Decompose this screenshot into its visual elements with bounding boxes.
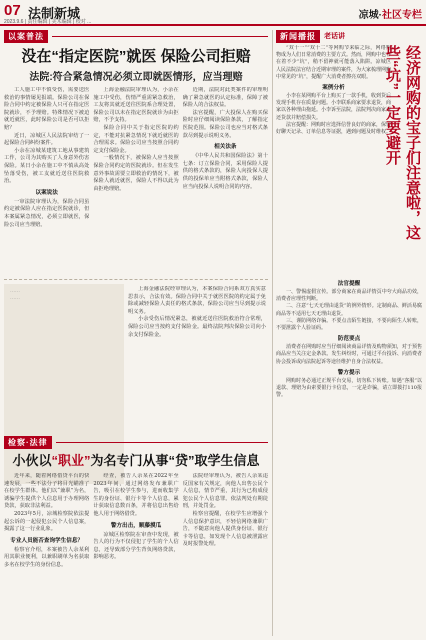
paragraph: 近年来，随着网络借贷平台的快速发展，一些不法分子将目光瞄准了在校学生群体。他们以“兼职”为名，诱骗学生提供个人信息用于办理网络贷款，获取非法利益。 bbox=[4, 473, 90, 510]
page-number: 07 bbox=[4, 2, 21, 19]
faded-line: …… bbox=[10, 295, 20, 302]
article2-title bbox=[4, 450, 268, 469]
vertical-headline: 经济网购的宝子们注意啦，这些“坑”一定要避开 bbox=[384, 45, 421, 240]
subheading: 警方出击，顺藤摸瓜 bbox=[110, 522, 162, 529]
paragraph: “双十一”“双十二”等网购节来临之际，网络购物成为人们日常消费的主要方式。然而，网购中也存在着不少“坑”，稍不留神就可能落入陷阱。凉城区人民法院法官结合近期审理的案件，为大家梳理网购中常见的“坑”，提醒广大消费者擦亮双眼。 bbox=[276, 45, 391, 80]
paragraph: 2023年5月，凉城检察院依法提起公诉的一起侵犯公民个人信息案，揭露了这一行业乱象。 bbox=[4, 510, 90, 533]
article2-body bbox=[4, 473, 268, 636]
article2-col1 bbox=[4, 473, 89, 636]
paragraph: 近日，凉城区人民法院审结了一起保险合同纠纷案件。 bbox=[4, 132, 90, 147]
right-tag2: 老话讲 bbox=[324, 33, 345, 40]
paragraph: 一般情况下，被保险人应当按照保险合同约定的医院就诊。但在发生意外事故需要立即救治的情况下，被保险人就近就医，保险人不得以此为由拒绝理赔。 bbox=[93, 155, 179, 192]
right-column bbox=[272, 30, 422, 636]
paragraph: 三、谨防网络诈骗。不要点击陌生链接，不要向陌生人转账，不要泄露个人验证码。 bbox=[276, 317, 422, 332]
paragraph: 上海金融法院审理认为，小余在施工中受伤，伤情严重需紧急救治，工友将其就近送往医院系合理处置，保险公司以未在指定医院就诊为由拒赔，不予支持。 bbox=[93, 87, 179, 124]
paragraph: 《中华人民共和国保险法》第十七条：订立保险合同，采用保险人提供的格式条款的，保险人向投保人提供的投保单应当附格式条款，保险人应当向投保人说明合同的内容。 bbox=[182, 153, 268, 190]
paragraph: 检察官介绍，本案被告人余某利用其职业便利，以兼职刷单为名获取多名在校学生的身份信息。 bbox=[4, 546, 90, 568]
subheading: 防范要点 bbox=[337, 336, 361, 343]
article1-title: 没在“指定医院”就医 保险公司拒赔 bbox=[21, 48, 251, 65]
article1-col1 bbox=[4, 87, 89, 275]
paragraph: 经查，被告人余某在2022年至2023年间，通过网络发布兼职广告，吸引在校学生参与，进而收集学生的身份证、银行卡等个人信息，累计获取信息数百条，并将信息出售给他人用于网络借贷。 bbox=[93, 473, 179, 517]
tag-divider bbox=[52, 36, 268, 37]
right-tag-row bbox=[276, 30, 422, 42]
article1-col3 bbox=[183, 87, 268, 275]
tag-divider bbox=[56, 442, 268, 443]
paragraph: 工人施工中不慎受伤，需要送医救治的事情屡见报端。保险公司在保险合同中约定被保险人只可在指定医院就诊，不予理赔。特殊情况下被迫就近就医，此时保险公司是否可以拒赔？ bbox=[4, 87, 90, 131]
paragraph: 网购时务必通过正规平台交易，切勿私下转账。如遇“客服”以退款、理赔为由索要银行卡信息，一定是诈骗，请立即拨打110报警。 bbox=[276, 377, 422, 399]
paragraph: 小李在某网购平台上购买了一款手机，收到货后发现手机存在质量问题。小李联系商家要求退货，商家以各种理由拖延。小李诉至法院，法院判决商家退还货款并赔偿损失。 bbox=[276, 93, 391, 121]
paragraph: 凉城区检察院在审查中发现，被告人的行为不仅侵犯了学生的个人信息，还导致部分学生背负网络贷款，影响恶劣。 bbox=[93, 531, 179, 561]
paragraph: 一、警惕虚假宣传。部分商家在商品详情页中夸大商品功效，消费者应理性判断。 bbox=[276, 289, 422, 303]
header-right-prefix: 凉城· bbox=[358, 10, 382, 21]
title-highlight: “职业” bbox=[51, 453, 91, 468]
subheading: 法官提醒 bbox=[337, 281, 361, 287]
paragraph: 上海金融法院经审理认为，本案保险合同系双方真实意思表示，合法有效。保险合同中关于就医医院的约定属于免除或减轻保险人责任的格式条款，保险公司应当尽到提示说明义务。 bbox=[128, 286, 266, 315]
section-title: 法制新城 bbox=[28, 6, 81, 21]
left-column bbox=[4, 30, 268, 636]
article2-col3 bbox=[183, 473, 268, 636]
paragraph: 法官提醒，广大投保人在购买保险时应仔细阅读保险条款，了解指定医院范围。保险公司也应当对格式条款尽到提示说明义务。 bbox=[182, 109, 268, 139]
subheading: 警方提示 bbox=[337, 369, 361, 376]
header-right-suffix: 社区专栏 bbox=[382, 10, 422, 21]
subheading: 以案说法 bbox=[35, 189, 58, 196]
right-title-area bbox=[276, 45, 422, 273]
article2-tag-row bbox=[4, 436, 268, 448]
paragraph: 法官提醒：网购时应选择信誉良好的商家，保留好聊天记录、订单信息等证据，遇到问题及时维权。 bbox=[276, 121, 391, 136]
paragraph: 保险合同中关于指定医院的约定，不能对抗紧急情况下就近就医的合理需求。保险公司应当按照合同约定支付保险金。 bbox=[93, 124, 179, 154]
title-part: 为名专门从事“贷”取学生信息 bbox=[90, 453, 260, 468]
header-right bbox=[359, 6, 422, 21]
article2-col2 bbox=[93, 473, 178, 636]
article2 bbox=[4, 436, 268, 636]
right-intro bbox=[276, 45, 391, 273]
subheading: 案例分析 bbox=[322, 85, 345, 92]
subheading: 相关法条 bbox=[214, 144, 237, 151]
date-line: 2023.9.6 | 责任编辑 | 美术编辑 | 校对 ... bbox=[4, 19, 92, 25]
paragraph: 检察官提醒，在校学生应增强个人信息保护意识，不轻信网络兼职广告，不随意向他人提供身份证、银行卡等信息，如发现个人信息被泄露应及时报警处理。 bbox=[182, 510, 268, 548]
right-tag: 新闻播报 bbox=[276, 30, 320, 43]
faded-line: …… bbox=[10, 288, 20, 294]
right-body bbox=[276, 277, 422, 636]
article1-tag: 以案普法 bbox=[4, 30, 48, 43]
paragraph: 消费者在网购时应当仔细阅读商品详情及购物须知，对于预售商品应当关注定金条款。发生纠纷时，可通过平台投诉、向消费者协会投诉或向法院起诉等途径维护自身合法权益。 bbox=[276, 344, 422, 365]
paragraph: 二、注意“七天无理由退货”的例外情形。定制商品、鲜活易腐商品等不适用七天无理由退货。 bbox=[276, 303, 422, 317]
article2-tag: 检察·法律 bbox=[4, 436, 52, 449]
paragraph: 近期，法院对此类案件的审理明确了紧急就医的认定标准，保障了被保险人的合法权益。 bbox=[182, 87, 268, 109]
paragraph: 法院经审理认为，被告人余某违反国家有关规定，向他人出售公民个人信息，情节严重，其行为已构成侵犯公民个人信息罪。依法判处有期徒刑，并处罚金。 bbox=[182, 473, 268, 510]
subheading: 专业人员能否查询学生信息？ bbox=[10, 537, 84, 544]
article1-col2 bbox=[93, 87, 178, 275]
title-part: 小伙以 bbox=[12, 453, 52, 468]
page-header bbox=[0, 0, 426, 26]
paragraph: 小余受伤后情况紧急，被就近送往医院救治符合常理，保险公司应当按约支付保险金。最终法院判决保险公司向小余支付保险金。 bbox=[128, 316, 266, 338]
article1-tag-row bbox=[4, 30, 268, 42]
article1-subtitle: 法院:符合紧急情况必须立即就医情形，应当理赔 bbox=[29, 72, 243, 83]
article1-body bbox=[4, 87, 268, 275]
paragraph: 小余在凉城某建筑工地从事建筑工作，公司为其购买了人身意外伤害保险。某日小余在施工中不慎从高处坠落受伤，被工友就近送往医院救治。 bbox=[4, 147, 90, 185]
paragraph: 一审法院审理认为，保险合同虽约定被保险人应在指定医院就诊，但本案属紧急情况，必须立即就医，保险公司应当理赔。 bbox=[4, 198, 90, 228]
